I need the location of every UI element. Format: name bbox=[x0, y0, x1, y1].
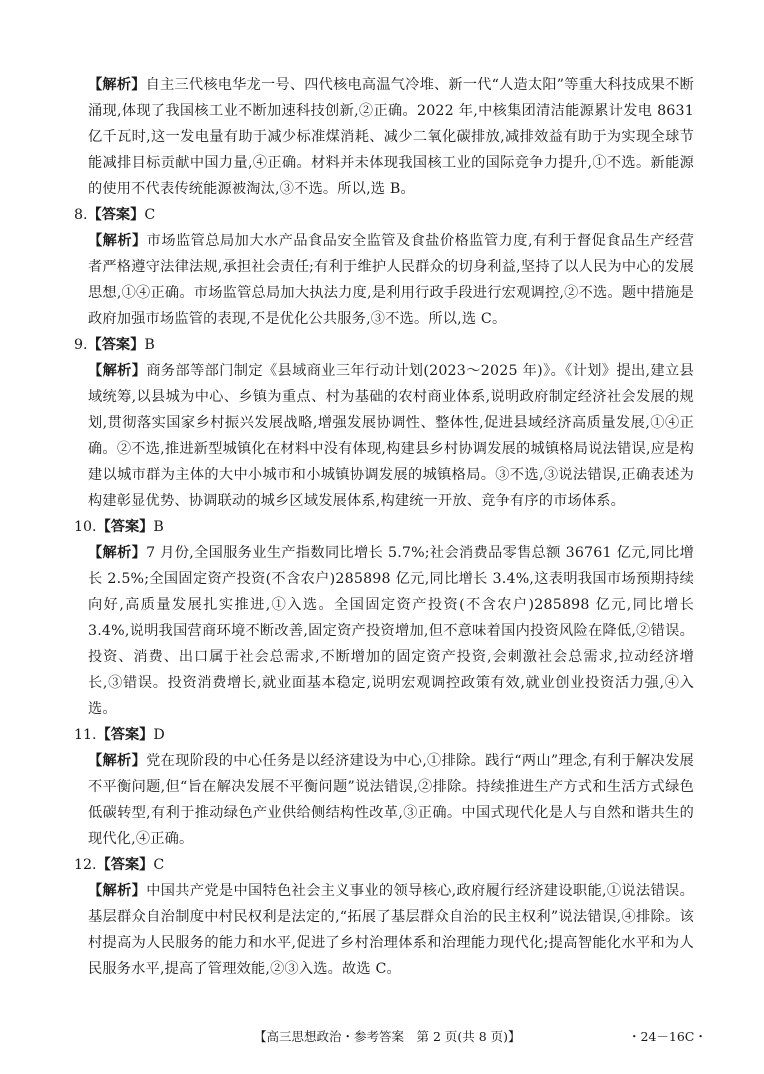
analysis-paragraph-11 bbox=[88, 748, 694, 852]
answer-line-9 bbox=[74, 332, 694, 358]
analysis-text: 7 月份,全国服务业生产指数同比增长 5.7%;社会消费品零售总额 36761 亿元,同比增长 2.5%;全国固定资产投资(不含农户)285898 亿元,同比增长 3.4%,这表明我国市场预期持续向好,高质量发展扎实推进,①入选。全国固定资产投资(不含农户)285898 亿元,同比增长 3.4%,说明我国营商环境不断改善,固定资产投资增加,但不意味着国内投资风险在降低,②错误。投资、消费、出口属于社会总需求,不断增加的固定资产投资,会刺激社会总需求,拉动经济增长,③错误。投资消费增长,就业面基本稳定,说明宏观调控政策有效,就业创业投资活力强,④入选。 bbox=[88, 545, 694, 717]
answer-value: D bbox=[153, 727, 165, 743]
answer-label: 【答案】 bbox=[87, 207, 145, 223]
answer-label: 【答案】 bbox=[96, 519, 154, 535]
answer-line-11 bbox=[74, 722, 694, 748]
answer-label: 【答案】 bbox=[96, 727, 154, 743]
answer-line-10 bbox=[74, 514, 694, 540]
analysis-label: 【解析】 bbox=[88, 753, 147, 769]
analysis-label: 【解析】 bbox=[88, 883, 147, 899]
analysis-text: 自主三代核电华龙一号、四代核电高温气冷堆、新一代“人造太阳”等重大科技成果不断涌现,体现了我国核工业不断加速科技创新,②正确。2022 年,中核集团清洁能源累计发电 8631 亿千瓦时,这一发电量有助于减少标准煤消耗、减少二氧化碳排放,减排效益有助于为实现全球节能减排目标贡献中国力量,④正确。材料并未体现我国核工业的国际竞争力提升,①不选。新能源的使用不代表传统能源被淘汰,③不选。所以,选 B。 bbox=[88, 77, 694, 197]
analysis-text: 党在现阶段的中心任务是以经济建设为中心,①排除。践行“两山”理念,有利于解决发展不平衡问题,但“旨在解决发展不平衡问题”说法错误,②排除。持续推进生产方式和生活方式绿色低碳转型,有利于推动绿色产业供给侧结构性改革,③正确。中国式现代化是人与自然和谐共生的现代化,④正确。 bbox=[88, 753, 694, 847]
analysis-text: 市场监管总局加大水产品食品安全监管及食盐价格监管力度,有利于督促食品生产经营者严格遵守法律法规,承担社会责任;有利于维护人民群众的切身利益,坚持了以人民为中心的发展思想,①④正确。市场监管总局加大执法力度,是利用行政手段进行宏观调控,②不选。题中措施是政府加强市场监管的表现,不是优化公共服务,③不选。所以,选 C。 bbox=[88, 233, 694, 327]
analysis-paragraph-12 bbox=[88, 878, 694, 982]
question-number: 12. bbox=[74, 857, 97, 873]
analysis-text: 商务部等部门制定《县域商业三年行动计划(2023～2025 年)》。《计划》提出,建立县域统筹,以县城为中心、乡镇为重点、村为基础的农村商业体系,说明政府制定经济社会发展的规划,贯彻落实国家乡村振兴发展战略,增强发展协调性、整体性,促进县域经济高质量发展,①④正确。②不选,推进新型城镇化在材料中没有体现,构建县乡村协调发展的城镇格局说法错误,应是构建以城市群为主体的大中小城市和小城镇协调发展的城镇格局。③不选,③说法错误,正确表述为构建彰显优势、协调联动的城乡区域发展体系,构建统一开放、竞争有序的市场体系。 bbox=[88, 363, 694, 509]
analysis-paragraph-8 bbox=[88, 228, 694, 332]
answer-line-12 bbox=[74, 852, 694, 878]
footer-title: 【高三思想政治・参考答案 第 2 页(共 8 页)】 bbox=[254, 1029, 521, 1044]
question-number: 11. bbox=[74, 727, 97, 743]
answer-document bbox=[74, 72, 694, 982]
footer-code: ・24－16C・ bbox=[628, 1029, 707, 1044]
analysis-label: 【解析】 bbox=[88, 77, 146, 93]
question-number: 9. bbox=[74, 337, 88, 353]
page-footer bbox=[0, 1027, 764, 1051]
answer-value: B bbox=[144, 337, 155, 353]
answer-value: C bbox=[144, 207, 156, 223]
analysis-text: 中国共产党是中国特色社会主义事业的领导核心,政府履行经济建设职能,①说法错误。基层群众自治制度中村民权利是法定的,“拓展了基层群众自治的民主权利”说法错误,④排除。该村提高为人民服务的能力和水平,促进了乡村治理体系和治理能力现代化;提高智能化水平和为人民服务水平,提高了管理效能,②③入选。故选 C。 bbox=[88, 883, 694, 977]
answer-value: C bbox=[153, 857, 165, 873]
answer-line-8 bbox=[74, 202, 694, 228]
answer-value: B bbox=[153, 519, 164, 535]
answer-label: 【答案】 bbox=[87, 337, 145, 353]
question-number: 8. bbox=[74, 207, 88, 223]
analysis-label: 【解析】 bbox=[88, 363, 147, 379]
analysis-label: 【解析】 bbox=[88, 233, 147, 249]
analysis-paragraph-9 bbox=[88, 358, 694, 514]
analysis-paragraph-10 bbox=[88, 540, 694, 722]
analysis-paragraph-7 bbox=[88, 72, 694, 202]
analysis-label: 【解析】 bbox=[88, 545, 147, 561]
answer-label: 【答案】 bbox=[96, 857, 154, 873]
question-number: 10. bbox=[74, 519, 97, 535]
